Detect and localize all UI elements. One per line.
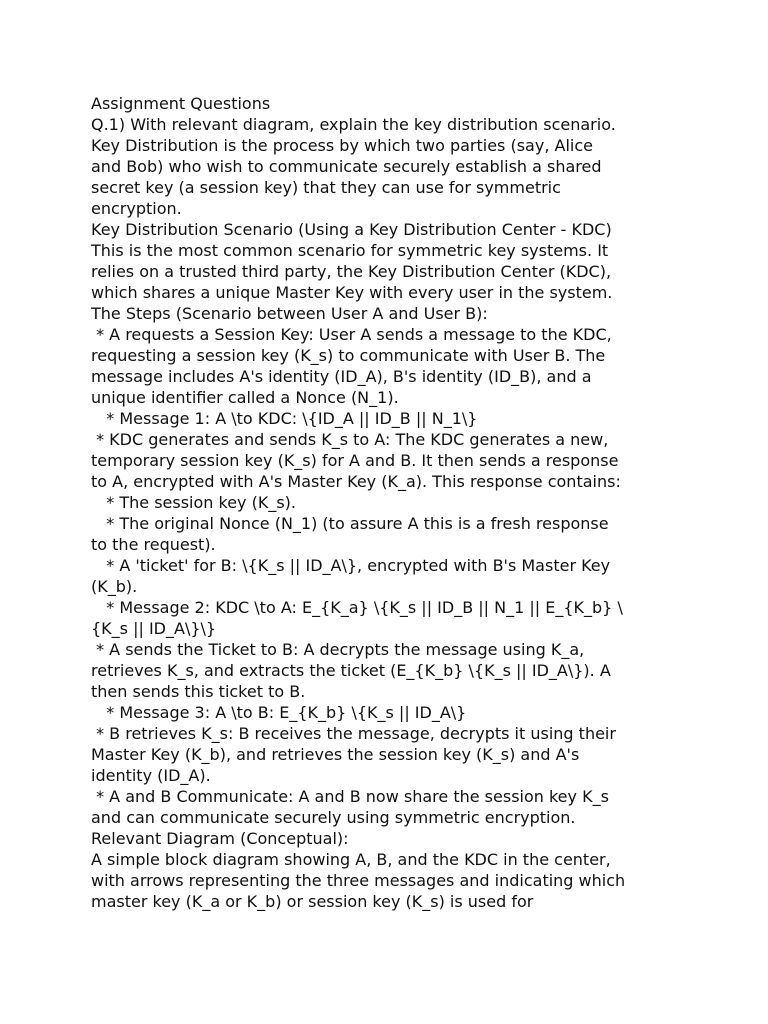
text-line: * The original Nonce (N_1) (to assure A this is a fresh response bbox=[91, 514, 609, 533]
text-line: and Bob) who wish to communicate securely establish a shared bbox=[91, 157, 602, 176]
text-line: Assignment Questions bbox=[91, 94, 271, 113]
text-line: with arrows representing the three messages and indicating which bbox=[91, 871, 626, 890]
text-line: * A requests a Session Key: User A sends a message to the KDC, bbox=[91, 325, 612, 344]
text-line: to the request). bbox=[91, 535, 216, 554]
text-line: {K_s || ID_A\}\} bbox=[91, 619, 217, 638]
text-line: * A 'ticket' for B: \{K_s || ID_A\}, encrypted with B's Master Key bbox=[91, 556, 611, 575]
text-line: to A, encrypted with A's Master Key (K_a). This response contains: bbox=[91, 472, 621, 491]
text-line: relies on a trusted third party, the Key Distribution Center (KDC), bbox=[91, 262, 612, 281]
text-line: unique identifier called a Nonce (N_1). bbox=[91, 388, 399, 407]
text-line: * A sends the Ticket to B: A decrypts the message using K_a, bbox=[91, 640, 585, 659]
text-line: Relevant Diagram (Conceptual): bbox=[91, 829, 349, 848]
text-line: * Message 1: A \to KDC: \{ID_A || ID_B || N_1\} bbox=[91, 409, 478, 428]
text-line: This is the most common scenario for symmetric key systems. It bbox=[91, 241, 609, 260]
text-line: Master Key (K_b), and retrieves the session key (K_s) and A's bbox=[91, 745, 580, 764]
text-line: retrieves K_s, and extracts the ticket (E_{K_b} \{K_s || ID_A\}). A bbox=[91, 661, 611, 680]
text-line: then sends this ticket to B. bbox=[91, 682, 306, 701]
text-line: requesting a session key (K_s) to communicate with User B. The bbox=[91, 346, 606, 365]
text-line: Key Distribution is the process by which two parties (say, Alice bbox=[91, 136, 593, 155]
text-line: Q.1) With relevant diagram, explain the key distribution scenario. bbox=[91, 115, 616, 134]
text-line: The Steps (Scenario between User A and User B): bbox=[91, 304, 488, 323]
text-line: (K_b). bbox=[91, 577, 138, 596]
text-line: master key (K_a or K_b) or session key (K_s) is used for bbox=[91, 892, 534, 911]
text-line: and can communicate securely using symmetric encryption. bbox=[91, 808, 576, 827]
text-line: A simple block diagram showing A, B, and the KDC in the center, bbox=[91, 850, 611, 869]
text-line: * A and B Communicate: A and B now share the session key K_s bbox=[91, 787, 609, 806]
text-line: * Message 2: KDC \to A: E_{K_a} \{K_s || ID_B || N_1 || E_{K_b} \ bbox=[91, 598, 623, 617]
text-line: identity (ID_A). bbox=[91, 766, 211, 785]
text-line: Key Distribution Scenario (Using a Key Distribution Center - KDC) bbox=[91, 220, 612, 239]
text-line: message includes A's identity (ID_A), B's identity (ID_B), and a bbox=[91, 367, 592, 386]
text-line: * The session key (K_s). bbox=[91, 493, 296, 512]
text-line: encryption. bbox=[91, 199, 182, 218]
text-line: * B retrieves K_s: B receives the message, decrypts it using their bbox=[91, 724, 616, 743]
text-line: * KDC generates and sends K_s to A: The KDC generates a new, bbox=[91, 430, 609, 449]
text-line: secret key (a session key) that they can use for symmetric bbox=[91, 178, 561, 197]
text-line: temporary session key (K_s) for A and B. It then sends a response bbox=[91, 451, 619, 470]
document-body bbox=[91, 93, 691, 912]
text-line: * Message 3: A \to B: E_{K_b} \{K_s || ID_A\} bbox=[91, 703, 467, 722]
text-line: which shares a unique Master Key with every user in the system. bbox=[91, 283, 613, 302]
